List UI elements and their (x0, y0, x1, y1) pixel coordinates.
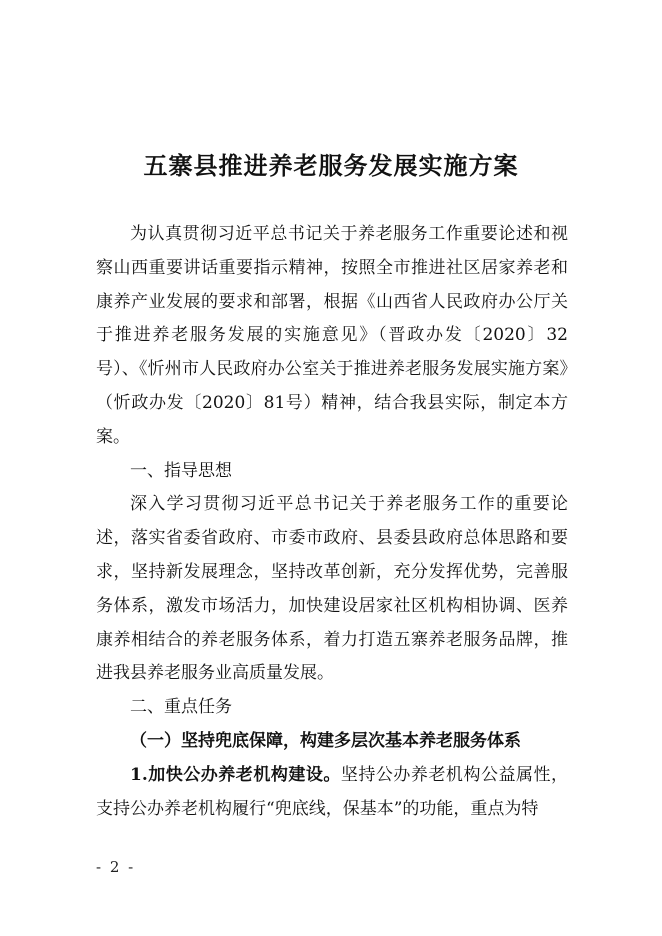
subsection-heading-basic-services: （一）坚持兜底保障，构建多层次基本养老服务体系 (130, 730, 521, 751)
page-number: - 2 - (96, 858, 136, 876)
guiding-ideology-paragraph: 深入学习贯彻习近平总书记关于养老服务工作的重要论述，落实省委省政府、市委市政府、县委县政府总体思路和要求，坚持新发展理念，坚持改革创新，充分发挥优势，完善服务体系，激发市场活力，加快建设居家社区机构相协调、医养康养相结合的养老服务体系，着力打造五寨养老服务品牌，推进我县养老服务业高质量发展。 (96, 494, 568, 684)
document-title: 五寨县推进养老服务发展实施方案 (143, 152, 519, 180)
section-heading-guiding-ideology: 一、指导思想 (130, 460, 232, 481)
intro-paragraph: 为认真贯彻习近平总书记关于养老服务工作重要论述和视察山西重要讲话重要指示精神，按照全市推进社区居家养老和康养产业发展的要求和部署，根据《山西省人民政府办公厅关于推进养老服务发展的实施意见》（晋政办发〔2020〕32号）、《忻州市人民政府办公室关于推进养老服务发展实施方案》（忻政办发〔2020〕81号）精神，结合我县实际，制定本方案。 (96, 224, 568, 447)
task-item-1-paragraph (96, 759, 568, 827)
document-body (96, 218, 568, 826)
task-item-1-text: 坚持公办养老机构公益属性，支持公办养老机构履行“兜底线，保基本”的功能，重点为特 (96, 764, 568, 819)
section-heading-key-tasks: 二、重点任务 (130, 697, 232, 718)
task-item-1-lead: 1.加快公办养老机构建设。 (130, 764, 341, 785)
